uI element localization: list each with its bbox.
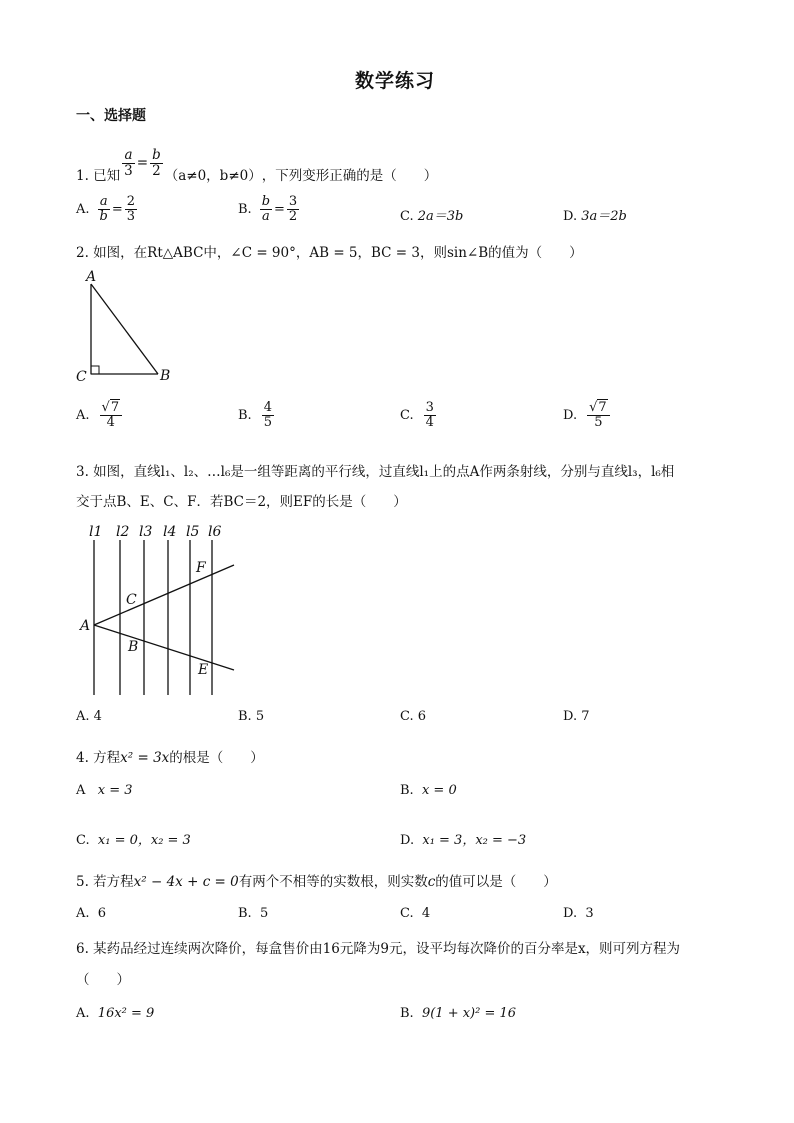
option-label: B. — [238, 709, 252, 724]
denominator: 5 — [594, 414, 603, 430]
q2-option-c[interactable] — [400, 401, 438, 429]
question-4-suffix: 的根是（ ） — [169, 750, 264, 766]
option-label: C. — [400, 209, 414, 224]
sqrt-sign: √7 — [101, 400, 120, 415]
option-text: 5 — [255, 709, 265, 724]
numerator — [100, 401, 123, 416]
denominator: 3 — [126, 208, 136, 224]
point-b-label: B — [128, 639, 139, 655]
question-5-equation: x² − 4x + c = 0 — [133, 874, 239, 890]
fraction-sqrt7-over-4 — [100, 401, 123, 429]
option-label: A. — [76, 906, 90, 921]
radicand: 7 — [110, 400, 120, 415]
q4-option-a[interactable] — [76, 783, 133, 798]
equals-sign: = — [136, 155, 149, 171]
question-2-stem: 2. 如图，在Rt△ABC中，∠C = 90°，AB = 5，BC = 3，则sin∠B的值为（ ） — [76, 245, 583, 261]
denominator: 4 — [106, 414, 115, 430]
option-text: 3a＝2b — [581, 209, 627, 224]
question-1-tail: ，下列变形正确的是（ ） — [261, 168, 438, 184]
q5-option-a[interactable] — [76, 906, 106, 921]
denominator: a — [261, 208, 270, 224]
option-text: 16x² = 9 — [97, 1006, 155, 1021]
q1-option-b[interactable] — [238, 195, 301, 223]
fraction — [98, 195, 110, 223]
fraction-b-over-2 — [150, 148, 163, 177]
label-l6: l6 — [208, 524, 222, 540]
q3-option-c[interactable] — [400, 709, 426, 724]
fraction-4-over-5 — [262, 401, 274, 429]
option-label: B. — [400, 783, 414, 798]
label-l2: l2 — [116, 524, 130, 540]
denominator: 3 — [124, 162, 133, 179]
side-ab — [91, 284, 158, 374]
option-text: x₁ = 3，x₂ = −3 — [422, 833, 527, 848]
question-5-middle: 有两个不相等的实数根，则实数 — [238, 874, 428, 890]
equals-sign: = — [274, 201, 285, 217]
numerator: 4 — [263, 400, 272, 415]
fraction-sqrt7-over-5 — [587, 401, 610, 429]
parallel-lines-figure — [76, 520, 246, 700]
ray-acf — [94, 565, 234, 625]
radicand: 7 — [598, 400, 607, 415]
fraction — [287, 195, 299, 223]
fraction — [125, 195, 137, 223]
option-text: x = 0 — [421, 783, 457, 798]
option-text: 5 — [259, 906, 269, 921]
q3-option-b[interactable] — [238, 709, 264, 724]
numerator: 2 — [126, 194, 136, 209]
label-l5: l5 — [186, 524, 200, 540]
question-3-stem-line1: 3. 如图，直线l₁、l₂、…l₆是一组等距离的平行线，过直线l₁上的点A作两条射线，分别与直线l₃，l₆相 — [76, 464, 675, 480]
option-text: 3 — [585, 906, 594, 921]
numerator: a — [99, 194, 108, 209]
option-label: D. — [400, 833, 415, 848]
option-label: B. — [238, 906, 252, 921]
option-label: A — [76, 783, 86, 798]
option-text: 4 — [421, 906, 431, 921]
denominator: 4 — [425, 414, 434, 430]
label-l4: l4 — [163, 524, 177, 540]
option-label: B. — [400, 1006, 414, 1021]
option-label: B. — [238, 201, 252, 217]
question-6-stem-line1: 6. 某药品经过连续两次降价，每盒售价由16元降为9元，设平均每次降价的百分率是x，则可列方程为 — [76, 941, 681, 957]
q4-option-d[interactable] — [400, 829, 526, 848]
option-text: x = 3 — [97, 783, 133, 798]
q5-option-d[interactable] — [563, 906, 594, 921]
numerator: 3 — [425, 400, 434, 415]
option-text: 6 — [417, 709, 427, 724]
question-4-equation: x² = 3x — [120, 750, 170, 766]
option-label: C. — [400, 906, 414, 921]
vertex-b-label: B — [160, 368, 171, 383]
q5-option-b[interactable] — [238, 906, 268, 921]
equals-sign: = — [111, 201, 123, 217]
page-title: 数学练习 — [355, 70, 436, 92]
question-4-stem — [76, 746, 264, 766]
question-1-number: 1. 已知 — [76, 168, 121, 184]
option-label: A. — [76, 201, 90, 217]
q4-option-b[interactable] — [400, 783, 457, 798]
option-label: A. — [76, 407, 90, 423]
sqrt-sign: √7 — [589, 400, 607, 415]
question-5-variable: c — [427, 874, 436, 890]
option-label: C. — [400, 709, 414, 724]
numerator: b — [261, 194, 271, 209]
question-6-stem-line2: （ ） — [76, 972, 130, 988]
q2-option-b[interactable] — [238, 401, 276, 429]
q1-option-c[interactable] — [400, 205, 463, 224]
option-text: 4 — [93, 709, 102, 724]
question-5-suffix: 的值可以是（ ） — [435, 874, 557, 890]
q1-option-d[interactable] — [563, 205, 627, 224]
denominator: b — [99, 208, 108, 224]
q2-option-a[interactable] — [76, 401, 124, 429]
denominator: 2 — [288, 208, 298, 224]
numerator — [587, 401, 610, 416]
section-heading: 一、选择题 — [76, 108, 146, 124]
ray-abe — [94, 625, 234, 670]
q1-option-a[interactable] — [76, 195, 139, 223]
vertex-a-label: A — [86, 269, 97, 285]
numerator: b — [152, 147, 161, 164]
fraction — [260, 195, 272, 223]
question-1-condition: （a≠0，b≠0） — [164, 168, 262, 184]
question-3-stem-line2: 交于点B、E、C、F．若BC＝2，则EF的长是（ ） — [76, 494, 407, 510]
point-f-label: F — [196, 560, 206, 576]
point-c-label: C — [126, 592, 137, 608]
question-1-stem — [76, 142, 437, 184]
label-l1: l1 — [89, 524, 103, 540]
right-angle-mark — [91, 366, 99, 374]
q4-option-c[interactable] — [76, 829, 191, 848]
denominator: 2 — [152, 162, 161, 179]
option-text: x₁ = 0，x₂ = 3 — [97, 833, 191, 848]
option-text: 7 — [581, 709, 590, 724]
q5-option-c[interactable] — [400, 906, 430, 921]
question-5-prefix: 5. 若方程 — [76, 874, 134, 890]
option-label: B. — [238, 407, 252, 423]
option-text: 6 — [97, 906, 107, 921]
label-l3: l3 — [139, 524, 153, 540]
q2-option-d[interactable] — [563, 401, 612, 429]
q3-option-a[interactable] — [76, 709, 102, 724]
option-label: C. — [76, 833, 90, 848]
fraction-a-over-3 — [122, 148, 135, 177]
q6-option-b[interactable] — [400, 1006, 516, 1021]
right-triangle-figure — [72, 268, 182, 383]
q3-option-d[interactable] — [563, 709, 590, 724]
numerator: 3 — [288, 194, 298, 209]
option-text: 2a＝3b — [417, 209, 464, 224]
question-5-stem — [76, 870, 557, 890]
denominator: 5 — [263, 414, 272, 430]
option-label: C. — [400, 407, 414, 423]
option-label: A. — [76, 709, 90, 724]
option-label: D. — [563, 709, 578, 724]
fraction-3-over-4 — [424, 401, 436, 429]
q6-option-a[interactable] — [76, 1006, 154, 1021]
option-label: D. — [563, 209, 578, 224]
point-e-label: E — [198, 662, 209, 678]
option-text: 9(1 + x)² = 16 — [421, 1006, 517, 1021]
vertex-c-label: C — [76, 369, 87, 383]
numerator: a — [124, 147, 133, 164]
option-label: A. — [76, 1006, 90, 1021]
point-a-label: A — [80, 618, 91, 634]
question-4-prefix: 4. 方程 — [76, 750, 121, 766]
option-label: D. — [563, 906, 578, 921]
option-label: D. — [563, 407, 578, 423]
